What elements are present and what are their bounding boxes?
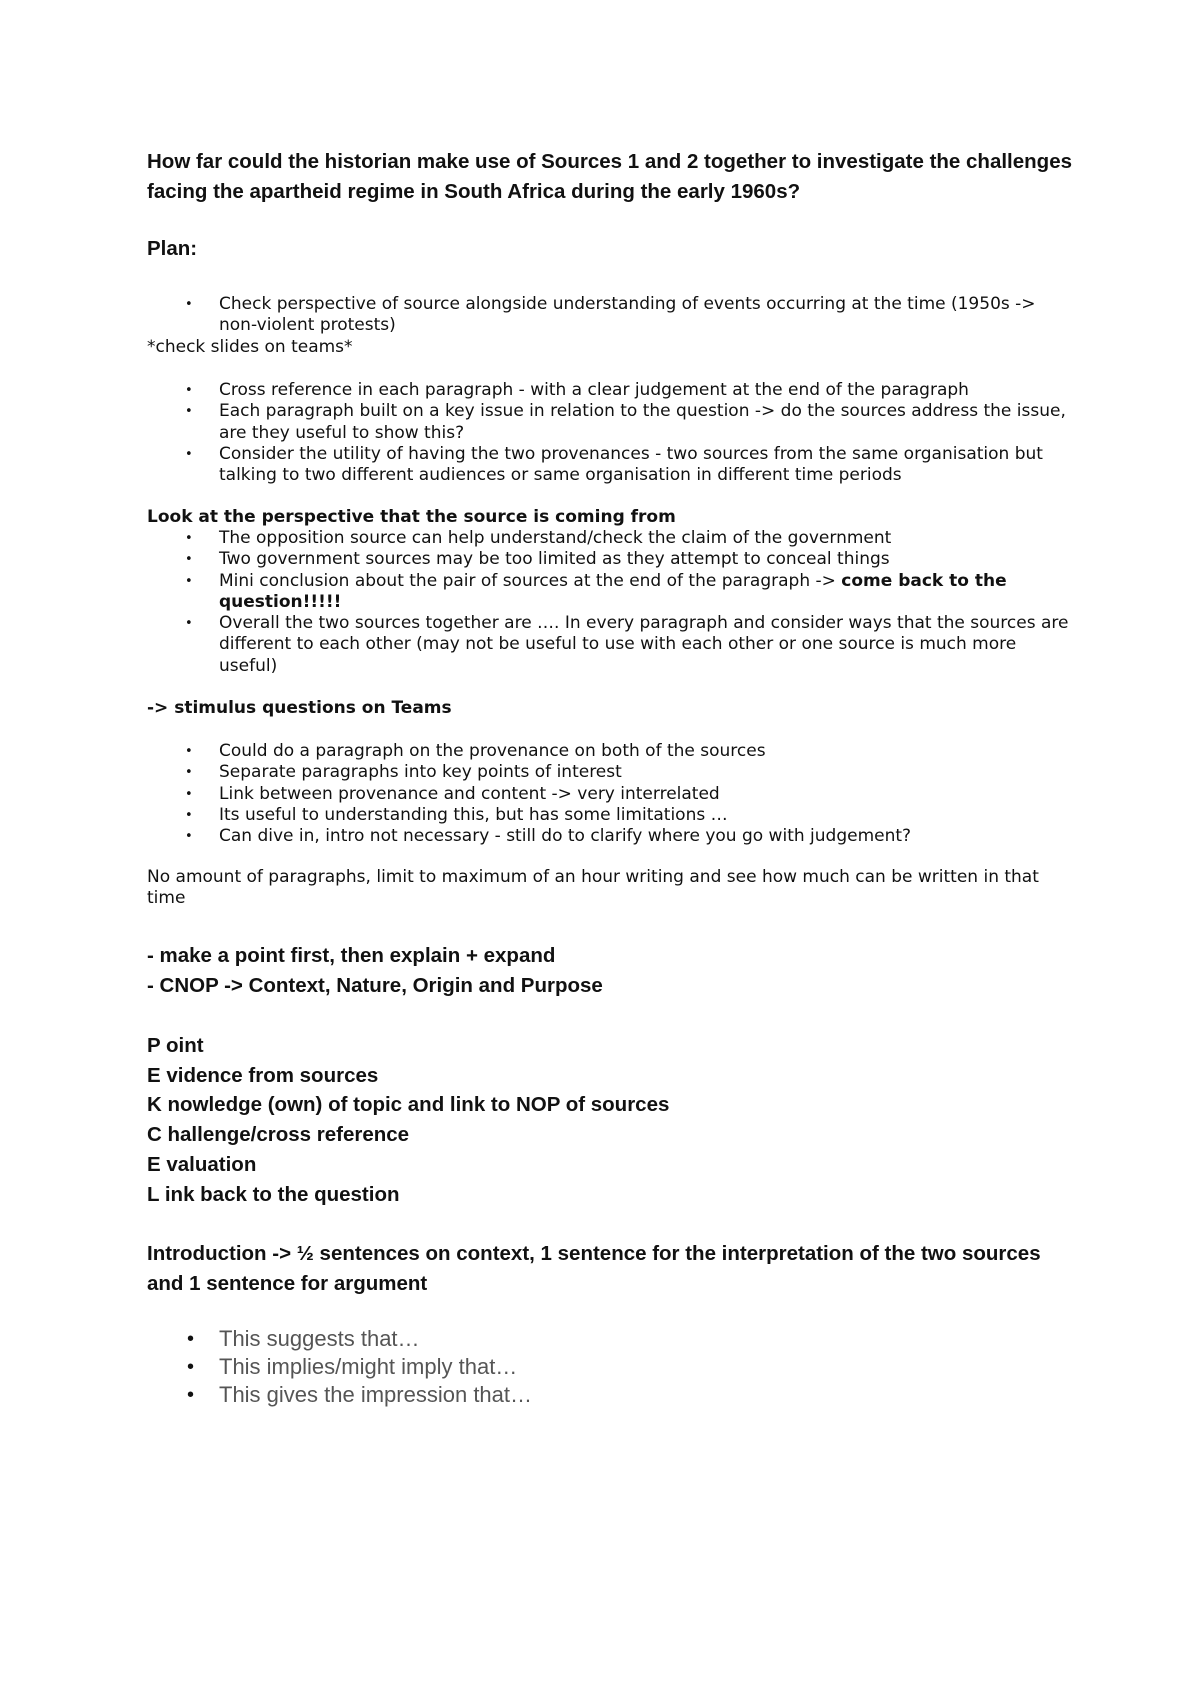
list-item-text: Mini conclusion about the pair of sources at the end of the paragraph -> — [219, 570, 842, 591]
essay-question: How far could the historian make use of Sources 1 and 2 together to investigate the challenges facing the apartheid regime in South Africa during the early 1960s? — [147, 150, 1072, 203]
list-item: • Check perspective of source alongside understanding of events occurring at the time (1950s -> non-violent protests) — [147, 294, 1077, 337]
plan-list-1 — [147, 294, 1077, 337]
phrase-list — [147, 1325, 1077, 1409]
plan-heading: Plan: — [147, 237, 198, 260]
perspective-heading: Look at the perspective that the source is coming from — [147, 507, 676, 527]
list-item: • Link between provenance and content -> very interrelated — [147, 784, 1077, 805]
list-item: • Consider the utility of having the two provenances - two sources from the same organisation but talking to two different audiences or same organisation in different time periods — [147, 444, 1077, 487]
peckel-line: P oint — [147, 1034, 204, 1057]
cnop-line: - CNOP -> Context, Nature, Origin and Purpose — [147, 974, 603, 997]
peckel-line: L ink back to the question — [147, 1182, 400, 1206]
list-item: • Its useful to understanding this, but has some limitations … — [147, 805, 1077, 826]
list-item: • The opposition source can help understand/check the claim of the government — [147, 528, 1077, 549]
paragraph-limit-note: No amount of paragraphs, limit to maximum of an hour writing and see how much can be written in that time — [147, 867, 1039, 909]
stimulus-heading: -> stimulus questions on Teams — [147, 698, 452, 718]
list-item — [147, 571, 1077, 614]
stimulus-list — [147, 741, 1077, 847]
list-item-emphasis: come back to the question!!!!! — [219, 570, 1007, 612]
plan-list-2 — [147, 380, 1077, 486]
perspective-list — [147, 528, 1077, 677]
list-item: • Overall the two sources together are …. In every paragraph and consider ways that the sources are different to each other (may not be useful to use with each other or one source is much more useful) — [147, 613, 1077, 677]
peckel-structure — [147, 1031, 1077, 1209]
peckel-line: K nowledge (own) of topic and link to NOP of sources — [147, 1093, 670, 1117]
list-item: • Could do a paragraph on the provenance on both of the sources — [147, 741, 1077, 762]
introduction-guidance: Introduction -> ½ sentences on context, 1 sentence for the interpretation of the two sources and 1 sentence for argument — [147, 1242, 1041, 1295]
list-item: • Each paragraph built on a key issue in relation to the question -> do the sources address the issue, are they useful to show this? — [147, 401, 1077, 444]
list-item: • This implies/might imply that… — [147, 1353, 1077, 1381]
list-item: • Can dive in, intro not necessary - still do to clarify where you go with judgement? — [147, 826, 1077, 847]
make-point-line: - make a point first, then explain + expand — [147, 944, 556, 967]
list-item: • This gives the impression that… — [147, 1381, 1077, 1409]
peckel-line: E vidence from sources — [147, 1063, 379, 1087]
list-item: • Separate paragraphs into key points of interest — [147, 762, 1077, 783]
slides-note: *check slides on teams* — [147, 337, 353, 357]
peckel-line: E valuation — [147, 1152, 257, 1176]
list-item: • Two government sources may be too limited as they attempt to conceal things — [147, 549, 1077, 570]
peckel-line: C hallenge/cross reference — [147, 1123, 410, 1147]
point-tips — [147, 941, 1077, 1001]
list-item: • Cross reference in each paragraph - with a clear judgement at the end of the paragraph — [147, 380, 1077, 401]
list-item: • This suggests that… — [147, 1325, 1077, 1353]
